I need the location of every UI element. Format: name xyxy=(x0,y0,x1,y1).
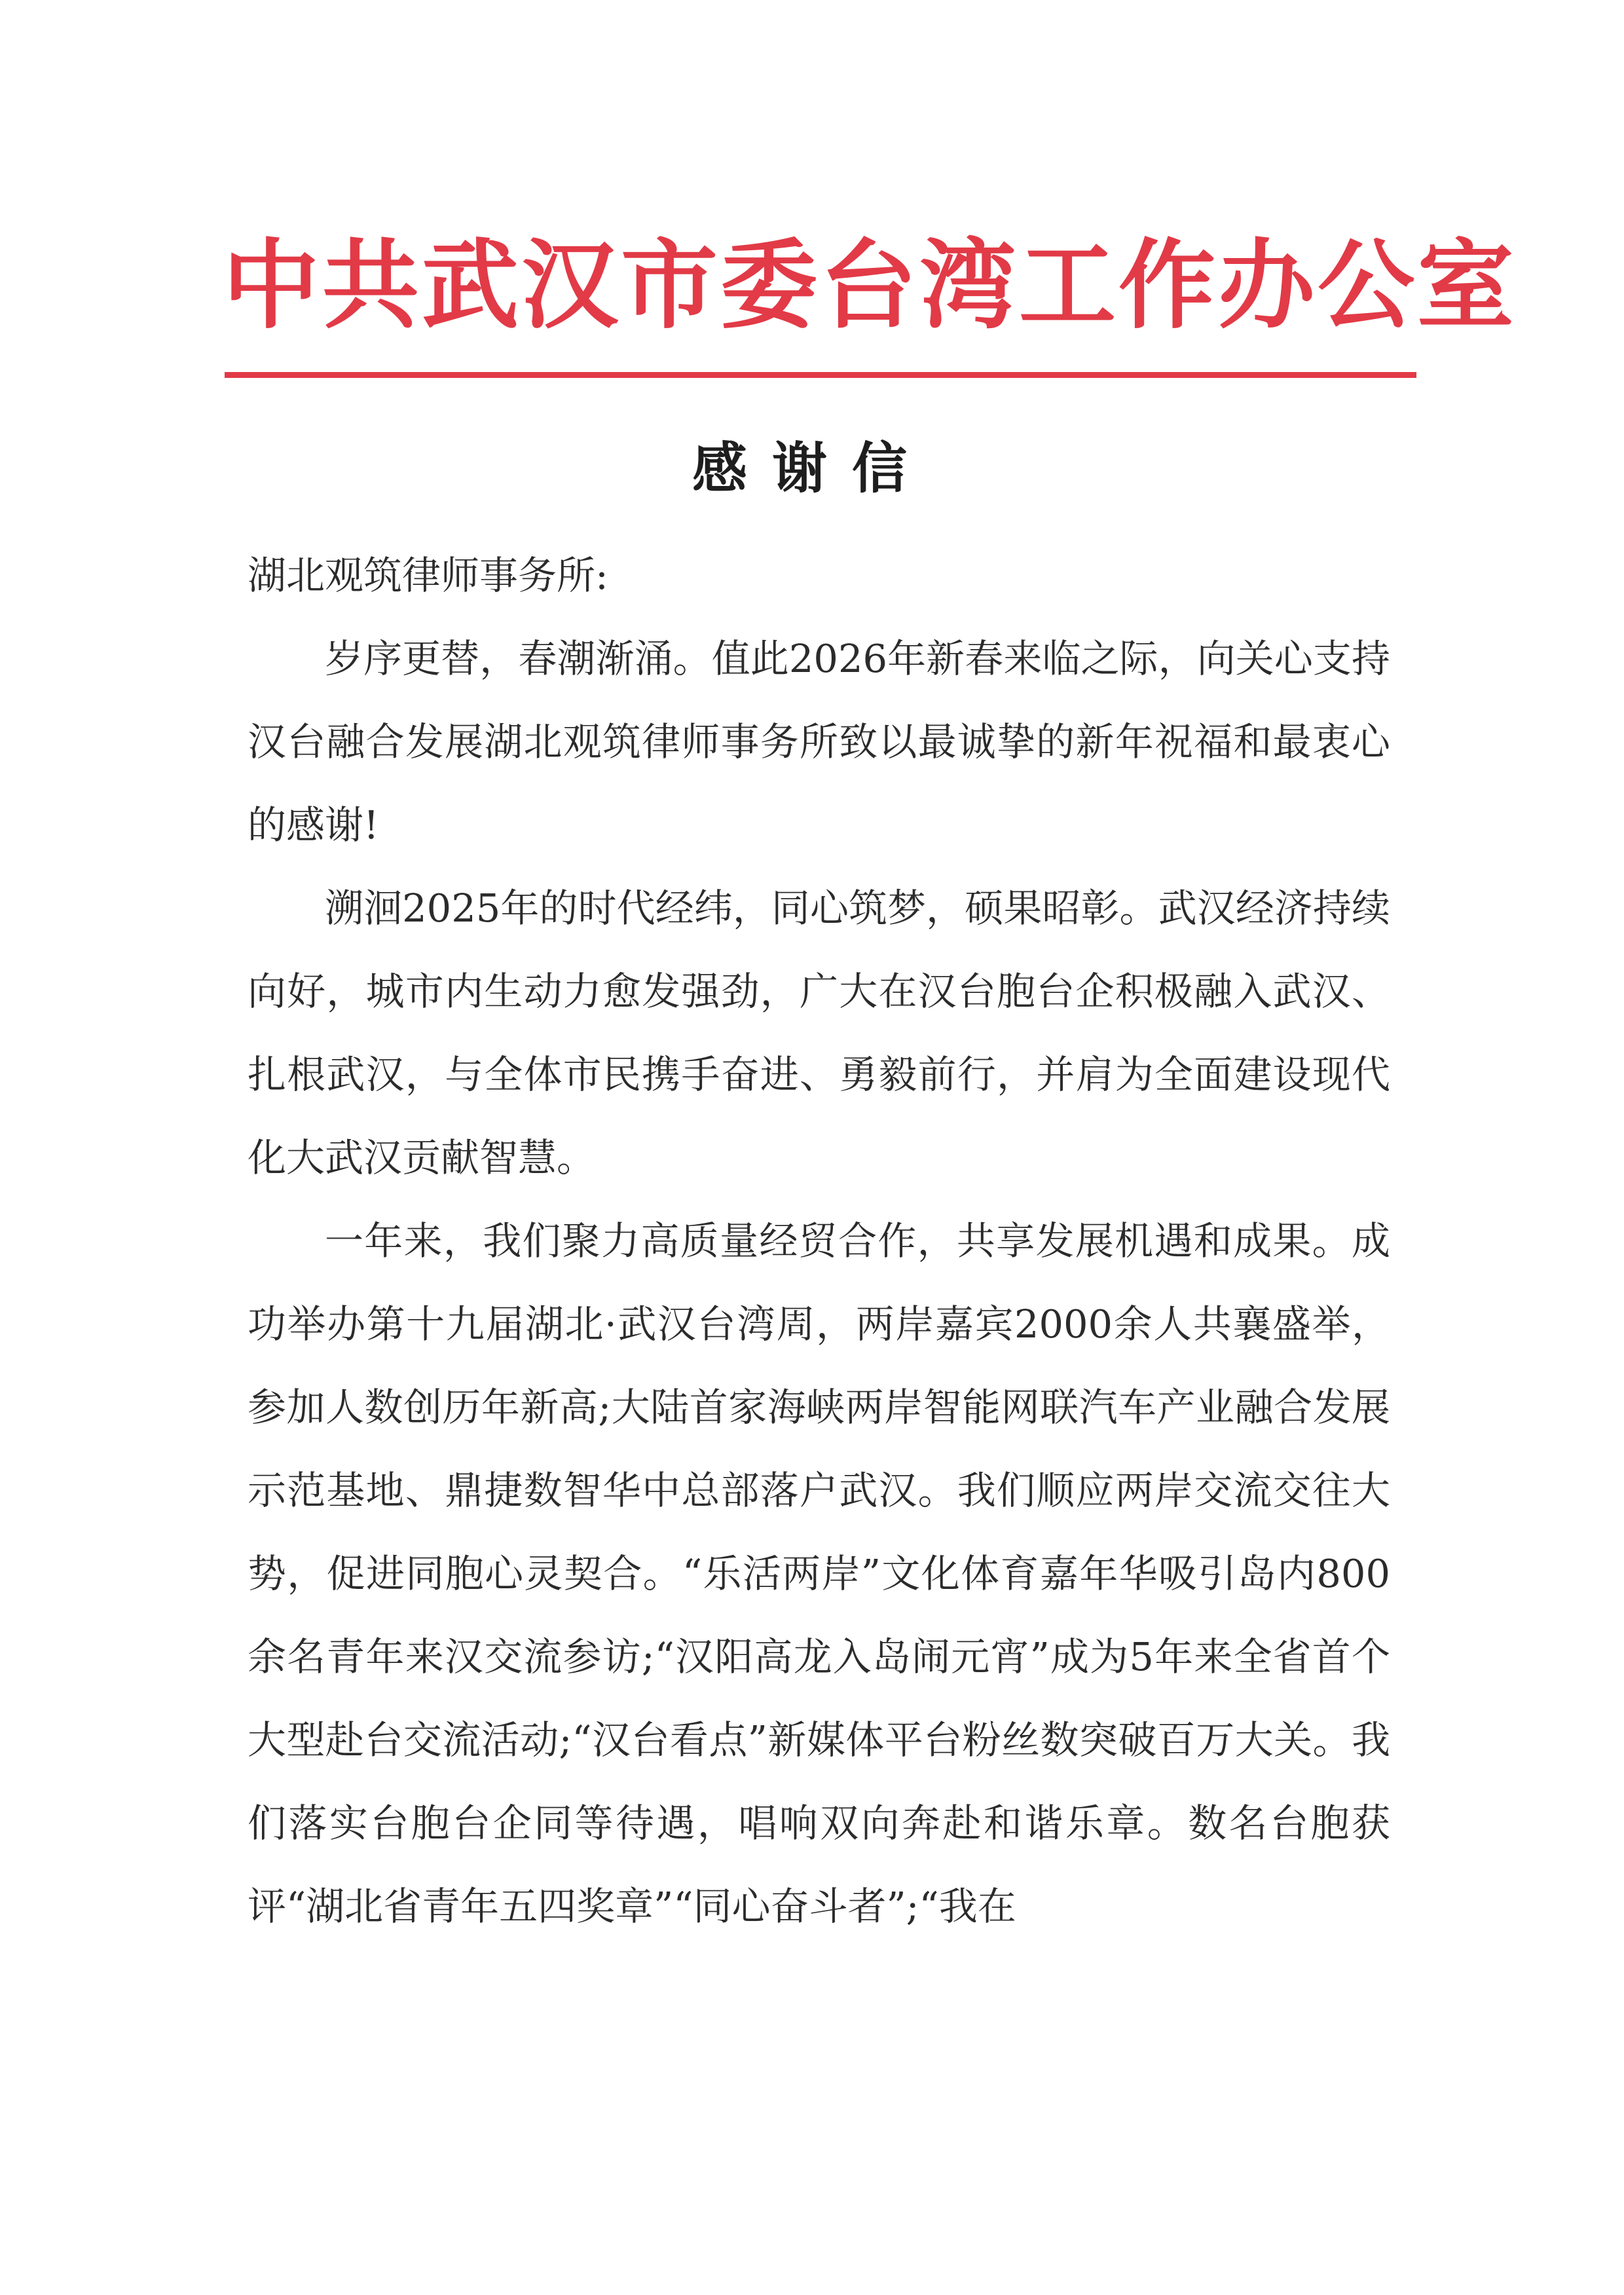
letterhead-org-name: 中共武汉市委台湾工作办公室 xyxy=(223,228,1517,342)
document-title: 感谢信 xyxy=(692,436,932,500)
paragraph-1: 岁序更替，春潮渐涌。值此2026年新春来临之际，向关心支持汉台融合发展湖北观筑律师事务所致以最诚挚的新年祝福和最衷心的感谢! xyxy=(248,636,1390,848)
salutation: 湖北观筑律师事务所: xyxy=(248,553,608,598)
letter-body xyxy=(248,534,1390,1948)
letterhead-divider xyxy=(225,372,1416,378)
paragraph-3: 一年来，我们聚力高质量经贸合作，共享发展机遇和成果。成功举办第十九届湖北·武汉台湾周，两岸嘉宾2000余人共襄盛举，参加人数创历年新高;大陆首家海峡两岸智能网联汽车产业融合发展示范基地、鼎捷数智华中总部落户武汉。我们顺应两岸交流交往大势，促进同胞心灵契合。“乐活两岸”文化体育嘉年华吸引岛内800余名青年来汉交流参访;“汉阳高龙入岛闹元宵”成为5年来全省首个大型赴台交流活动;“汉台看点”新媒体平台粉丝数突破百万大关。我们落实台胞台企同等待遇，唱响双向奔赴和谐乐章。数名台胞获评“湖北省青年五四奖章”“同心奋斗者”;“我在 xyxy=(248,1218,1390,1929)
paragraph-2: 溯洄2025年的时代经纬，同心筑梦，硕果昭彰。武汉经济持续向好，城市内生动力愈发强劲，广大在汉台胞台企积极融入武汉、扎根武汉，与全体市民携手奋进、勇毅前行，并肩为全面建设现代化大武汉贡献智慧。 xyxy=(248,886,1390,1180)
